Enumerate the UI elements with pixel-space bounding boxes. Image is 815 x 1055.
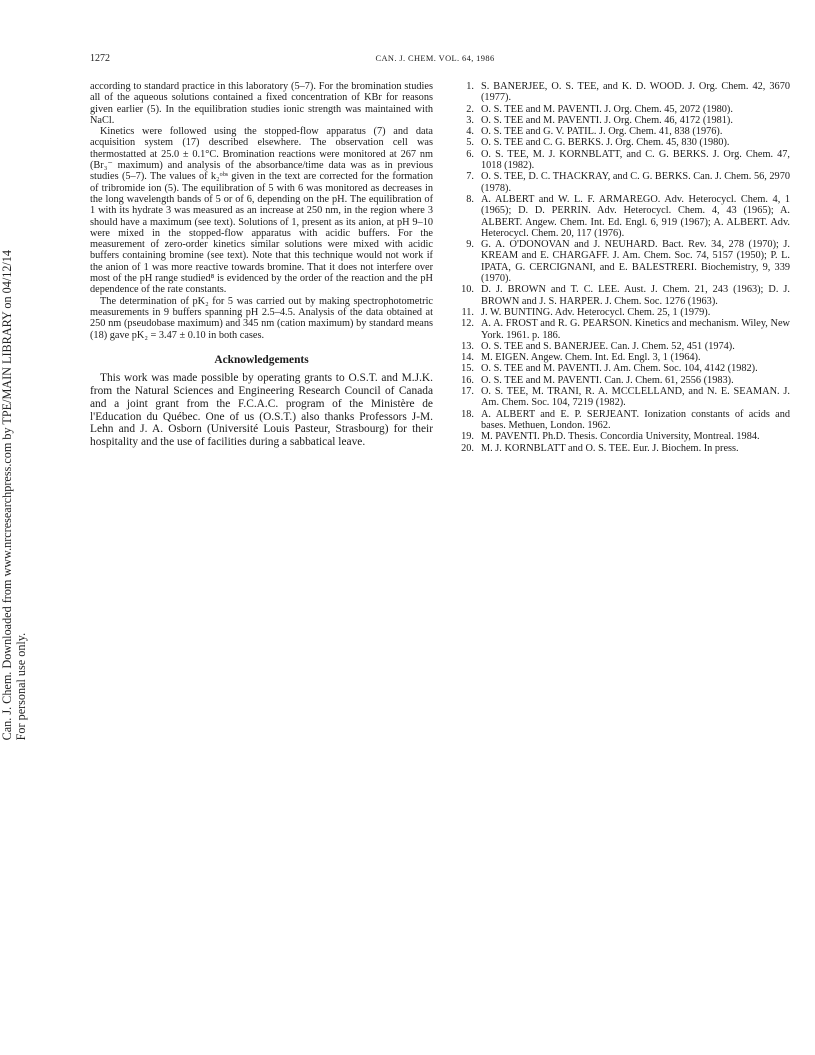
reference-item [456,409,790,432]
page-header [90,53,780,67]
reference-text: A. A. FROST and R. G. PEARSON. Kinetics and mechanism. Wiley, New York. 1961. p. 186. [481,318,790,341]
reference-text: A. ALBERT and W. L. F. ARMAREGO. Adv. Heterocycl. Chem. 4, 1 (1965); D. D. PERRIN. Adv. Heterocycl. Chem. 4, 43 (1965); A. ALBERT. Angew. Chem. Int. Ed. Engl. 6, 919 (1967); A. ALBERT. Adv. Heterocycl. Chem. 20, 117 (1976). [481,193,790,239]
reference-item [456,81,790,104]
reference-number: 5. [466,137,474,149]
reference-text: O. S. TEE, M. J. KORNBLATT, and C. G. BERKS. J. Org. Chem. 47, 1018 (1982). [481,148,790,172]
reference-text: O. S. TEE and M. PAVENTI. J. Org. Chem. 45, 2072 (1980). [481,103,733,115]
running-title: CAN. J. CHEM. VOL. 64, 1986 [375,54,495,63]
paragraph-experimental-1: according to standard practice in this laboratory (5–7). For the bromination studies all of the aqueous solutions contained a fixed concentration of KBr for reasons given earlier (5). In the equilibration studies ionic strength was maintained with NaCl. [90,81,433,126]
reference-text: O. S. TEE and G. V. PATIL. J. Org. Chem. 41, 838 (1976). [481,126,723,138]
paragraph-pk-determination: The determination of pK₂ for 5 was carried out by making spectrophotometric measurements in 9 buffers spanning pH 2.5–4.5. Analysis of the data obtained at 250 nm (pseudobase maximum) and 345 nm (cation maximum) by standard means (18) gave pK₂ = 3.47 ± 0.10 in both cases. [90,295,433,341]
reference-item [456,171,790,194]
reference-number: 19. [461,431,474,443]
reference-number: 11. [461,306,474,318]
reference-number: 20. [461,442,474,454]
reference-number: 6. [466,148,474,160]
reference-number: 14. [461,352,474,364]
reference-number: 10. [461,284,474,296]
reference-text: D. J. BROWN and T. C. LEE. Aust. J. Chem. 21, 243 (1963); D. J. BROWN and J. S. HARPER. J. Chem. Soc. 1276 (1963). [481,284,790,307]
reference-item [456,137,790,148]
reference-text: O. S. TEE and M. PAVENTI. J. Am. Chem. Soc. 104, 4142 (1982). [481,363,758,375]
reference-number: 15. [461,363,474,375]
reference-item [456,284,790,307]
left-column [90,81,433,449]
reference-item [456,104,790,115]
reference-item [456,375,790,386]
reference-text: O. S. TEE and M. PAVENTI. J. Org. Chem. 46, 4172 (1981). [481,114,733,126]
reference-item [456,239,790,284]
reference-number: 18. [461,408,474,420]
reference-text: O. S. TEE, M. TRANI, R. A. MCCLELLAND, and N. E. SEAMAN. J. Am. Chem. Soc. 104, 7219 (1982). [481,386,790,409]
acknowledgements-heading: Acknowledgements [214,353,309,366]
reference-number: 4. [466,126,474,138]
reference-number: 2. [466,103,474,115]
reference-text: O. S. TEE and S. BANERJEE. Can. J. Chem. 52, 451 (1974). [481,340,735,352]
reference-number: 9. [466,239,474,251]
page-number: 1272 [90,53,110,64]
reference-number: 7. [466,171,474,183]
reference-item [456,443,790,454]
reference-item [456,194,790,239]
reference-text: S. BANERJEE, O. S. TEE, and K. D. WOOD. J. Org. Chem. 42, 3670 (1977). [481,81,790,104]
reference-number: 16. [461,374,474,386]
reference-item [456,126,790,137]
reference-text: O. S. TEE, D. C. THACKRAY, and C. G. BERKS. Can. J. Chem. 56, 2970 (1978). [481,171,790,194]
reference-text: J. W. BUNTING. Adv. Heterocycl. Chem. 25, 1 (1979). [481,306,711,318]
reference-item [456,431,790,442]
reference-text: O. S. TEE and M. PAVENTI. Can. J. Chem. 61, 2556 (1983). [481,374,734,386]
watermark-line-2: For personal use only. [14,632,28,741]
watermark-line-1: Can. J. Chem. Downloaded from www.nrcresearchpress.com by TPE/MAIN LIBRARY on 04/12/14 [0,250,14,741]
reference-item [456,386,790,409]
reference-text: O. S. TEE and C. G. BERKS. J. Org. Chem. 45, 830 (1980). [481,137,730,149]
reference-item [456,115,790,126]
reference-text: A. ALBERT and E. P. SERJEANT. Ionization constants of acids and bases. Methuen, London. 1962. [481,408,790,431]
acknowledgements-text: This work was made possible by operating grants to O.S.T. and M.J.K. from the Natural Sciences and Engineering Research Council of Canada and a joint grant from the F.C.A.C. program of the Ministère de l'Education du Québec. One of us (O.S.T.) also thanks Professors J-M. Lehn and J. A. Osborn (Université Louis Pasteur, Strasbourg) for their hospitality and the use of facilities during a sabbatical leave. [90,372,433,449]
reference-text: M. EIGEN. Angew. Chem. Int. Ed. Engl. 3, 1 (1964). [481,352,701,364]
reference-number: 8. [466,193,474,205]
reference-number: 1. [466,81,474,92]
reference-number: 12. [461,318,474,330]
reference-number: 3. [466,114,474,126]
references-list [456,81,790,454]
reference-item [456,352,790,363]
reference-text: M. PAVENTI. Ph.D. Thesis. Concordia University, Montreal. 1984. [481,431,760,443]
reference-number: 13. [461,340,474,352]
reference-text: M. J. KORNBLATT and O. S. TEE. Eur. J. Biochem. In press. [481,442,739,454]
reference-item [456,318,790,341]
reference-item [456,149,790,172]
paragraph-kinetics: Kinetics were followed using the stopped-flow apparatus (7) and data acquisition system (17) described elsewhere. The observation cell was thermostatted at 25.0 ± 0.1°C. Bromination reactions were monitored at 267 nm (Br₃⁻ maximum) and analysis of the absorbance/time data was as in previous studies (5–7). The values of k₂ᵒᵇˢ given in the text are corrected for the formation of tribromide ion (5). The equilibration of 5 with 6 was monitored as decreases in the long wavelength bands of 5 or of 6, depending on the pH. The equilibration of 1 with its hydrate 3 was measured as an increase at 250 nm, in the region where 3 should have a maximum (see text). Solutions of 1, present as its anion, at pH 9–10 were mixed in the stopped-flow apparatus with acidic buffers. For the measurement of zero-order kinetics similar solutions were mixed with acidic buffers containing bromine (see text). Note that this technique would not work if the anion of 1 was more reactive towards bromine. That it does not interfere over most of the pH range studied⁸ is evidenced by the order of the reaction and the pH dependence of the rate constants. [90,126,433,296]
reference-number: 17. [461,386,474,398]
reference-item [456,363,790,374]
reference-item [456,307,790,318]
reference-item [456,341,790,352]
reference-text: G. A. O'DONOVAN and J. NEUHARD. Bact. Rev. 34, 278 (1970); J. KREAM and E. CHARGAFF. J. Am. Chem. Soc. 74, 5157 (1950); P. L. IPATA, G. CERCIGNANI, and E. BALESTRERI. Biochemistry, 9, 339 (1970). [481,239,790,285]
